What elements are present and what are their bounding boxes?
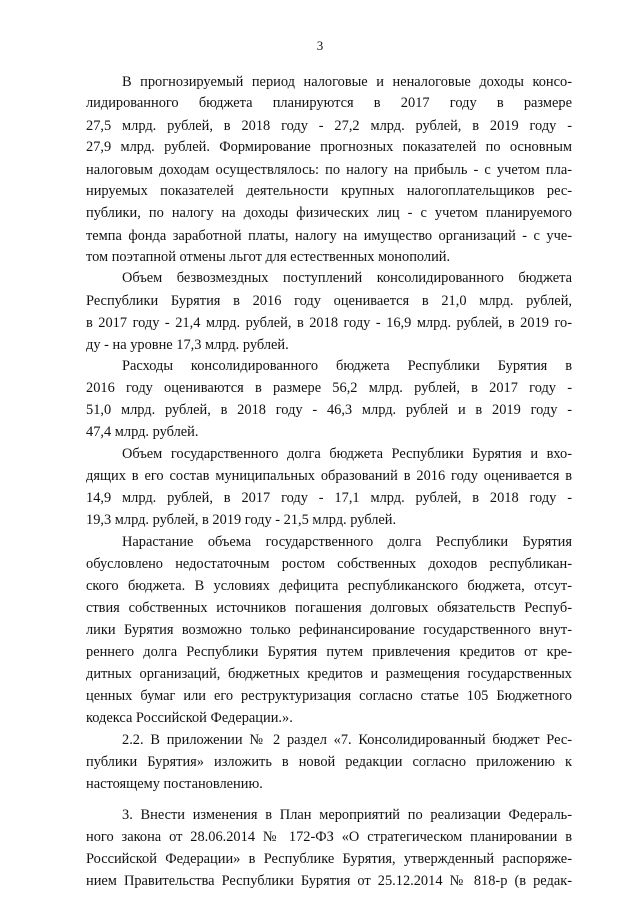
- text-line: Объем государственного долга бюджета Республики Бурятия и вхо-: [122, 446, 572, 462]
- text-line: налоговым доходам осуществлялось: по налогу на прибыль - с учетом пла-: [86, 162, 572, 178]
- text-line: публики, по налогу на доходы физических лиц - с учетом планируемого: [86, 205, 572, 221]
- text-line: публики Бурятия» изложить в новой редакции согласно приложению к: [86, 754, 572, 770]
- text-line: 19,3 млрд. рублей, в 2019 году - 21,5 млрд. рублей.: [86, 512, 397, 528]
- text-line: 2.2. В приложении № 2 раздел «7. Консолидированный бюджет Рес-: [122, 732, 572, 748]
- text-line: Нарастание объема государственного долга Республики Бурятия: [122, 534, 572, 550]
- text-line: кодекса Российской Федерации.».: [86, 710, 293, 726]
- text-line: нием Правительства Республики Бурятия от 25.12.2014 № 818-р (в редак-: [86, 873, 572, 889]
- text-line: нируемых показателей деятельности крупных налогоплательщиков рес-: [86, 183, 572, 199]
- text-line: в 2017 году - 21,4 млрд. рублей, в 2018 году - 16,9 млрд. рублей, в 2019 го-: [86, 315, 572, 331]
- text-line: Российской Федерации» в Республике Бурятия, утвержденный распоряже-: [86, 851, 572, 867]
- text-line: 14,9 млрд. рублей, в 2017 году - 17,1 млрд. рублей, в 2018 году -: [86, 490, 572, 506]
- text-line: ского бюджета. В условиях дефицита республиканского бюджета, отсут-: [86, 578, 572, 594]
- text-line: Республики Бурятия в 2016 году оценивается в 21,0 млрд. рублей,: [86, 293, 572, 309]
- text-line: дящих в его состав муниципальных образований в 2016 году оценивается в: [86, 468, 572, 484]
- text-line: дитных организаций, бюджетных кредитов и размещения государственных: [86, 666, 572, 682]
- text-line: ствия собственных источников погашения долговых обязательств Респуб-: [86, 600, 572, 616]
- text-line: лики Бурятия возможно только рефинансирование государственного внут-: [86, 622, 572, 638]
- text-line: 3. Внести изменения в План мероприятий по реализации Федераль-: [122, 807, 572, 823]
- text-line: 51,0 млрд. рублей, в 2018 году - 46,3 млрд. рублей и в 2019 году -: [86, 402, 572, 418]
- page-number: 3: [316, 38, 324, 53]
- text-line: обусловлено недостаточным ростом собственных доходов республикан-: [86, 556, 572, 572]
- text-line: 2016 году оцениваются в размере 56,2 млрд. рублей, в 2017 году -: [86, 380, 572, 396]
- text-line: реннего долга Республики Бурятия путем привлечения кредитов от кре-: [86, 644, 572, 660]
- text-line: Объем безвозмездных поступлений консолидированного бюджета: [122, 270, 572, 286]
- text-line: ценных бумаг или его реструктуризация согласно статье 105 Бюджетного: [86, 688, 572, 704]
- text-line: 27,5 млрд. рублей, в 2018 году - 27,2 млрд. рублей, в 2019 году -: [86, 118, 572, 134]
- text-line: темпа фонда заработной платы, налогу на имущество организаций - с уче-: [86, 228, 572, 244]
- text-line: ду - на уровне 17,3 млрд. рублей.: [86, 337, 289, 353]
- text-line: ного закона от 28.06.2014 № 172-ФЗ «О стратегическом планировании в: [86, 829, 572, 845]
- text-line: лидированного бюджета планируются в 2017 году в размере: [86, 95, 572, 111]
- text-line: том поэтапной отмены льгот для естественных монополий.: [86, 249, 451, 265]
- text-line: В прогнозируемый период налоговые и неналоговые доходы консо-: [122, 74, 572, 90]
- text-line: Расходы консолидированного бюджета Республики Бурятия в: [122, 358, 572, 374]
- text-line: 27,9 млрд. рублей. Формирование прогнозных показателей по основным: [86, 139, 572, 155]
- text-line: настоящему постановлению.: [86, 776, 263, 792]
- text-line: 47,4 млрд. рублей.: [86, 424, 199, 440]
